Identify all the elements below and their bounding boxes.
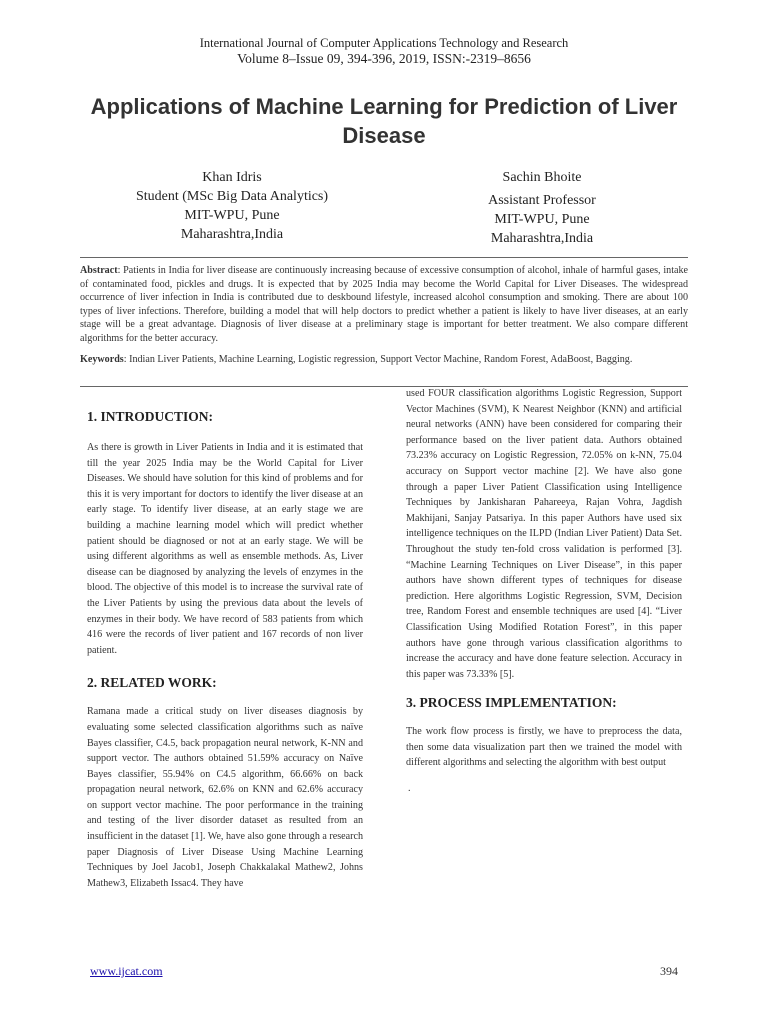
abstract-box xyxy=(80,257,688,387)
journal-volume: Volume 8–Issue 09, 394-396, 2019, ISSN:-2319–8656 xyxy=(237,51,531,66)
author-name: Sachin Bhoite xyxy=(502,170,582,185)
author-affiliation: Student (MSc Big Data Analytics) xyxy=(135,189,329,204)
author-affiliation: Maharashtra,India xyxy=(490,231,594,246)
journal-website-link[interactable]: www.ijcat.com xyxy=(90,964,163,978)
author-name: Khan Idris xyxy=(202,170,262,185)
trailing-dot: . xyxy=(408,783,411,795)
author-block-2 xyxy=(452,168,632,248)
paper-title: Applications of Machine Learning for Prediction of Liver Disease xyxy=(90,94,678,148)
introduction-body: As there is growth in Liver Patients in India and it is estimated that till the year 2025 India may be the World Capital for Liver Diseases. We should have solution for this kind of problems and for this it is very important for doctors to identify the liver disease at an early stage. To identify liver disease, at an early stage we are building a machine learning model which will predict whether patient should be diagnosed or not at an early stage. We will be using different algorithms as well as ensemble methods. As, Liver disease can be diagnosed by analyzing the levels of enzymes in the blood. The objective of this model is to increase the survival rate of the Liver Patients by using the previous data about the levels of enzymes in their body. We have record of 583 patients from which 416 were the records of liver patient and 167 records of non liver patient. xyxy=(87,442,363,656)
process-body: The work flow process is firstly, we have to preprocess the data, then some data visualization part then we trained the model with different algorithms and selecting the algorithm with best output xyxy=(406,726,682,769)
author-block-1 xyxy=(112,168,352,244)
abstract-label: Abstract xyxy=(80,265,118,276)
journal-header xyxy=(0,36,768,66)
author-affiliation: MIT-WPU, Pune xyxy=(494,212,590,227)
related-work-body-continued: used FOUR classification algorithms Logistic Regression, Support Vector Machines (SVM), K Nearest Neighbor (KNN) and artificial neural networks (ANN) have been considered for comparing their performance based on the liver patient data. Authors obtained 73.23% accuracy on Logistic Regression, 72.05% on k-NN, 75.04 accuracy on Support vector machine [2]. We have also gone through a paper Liver Patient Classification using Intelligence Techniques by Jankisharan Pahareeya, Rajan Vohra, Jagdish Makhijani, Sanjay Patsariya. In this paper Authors have used six intelligence techniques on the ILPD (Indian Liver Patient) Data Set. Throughout the study ten-fold cross validation is performed [3]. “Machine Learning Techniques on Liver Disease”, in this paper authors have shown different types of techniques for disease prediction. Here algorithms Logistic Regression, SVM, Decision tree, Random Forest and ensemble techniques are used [4]. “Liver Classification Using Modified Rotation Forest”, in this paper authors have gone through various classification algorithms to increase the accuracy and have done feature selection. Accuracy in this paper was 73.33% [5]. xyxy=(406,388,682,680)
author-affiliation: Assistant Professor xyxy=(488,193,596,208)
section-heading-process-implementation: 3. PROCESS IMPLEMENTATION: xyxy=(406,695,617,711)
abstract-text: : Patients in India for liver disease are continuously increasing because of excessive consumption of alcohol, inhale of harmful gases, intake of contaminated food, pickles and drugs. It is expected that by 2025 India may become the World Capital for Liver Diseases. The widespread occurrence of liver infection in India is contributed due to deskbound lifestyle, increased alcohol consumption and smoking. There are about 100 types of liver infections. Therefore, building a model that will help doctors to predict whether a patient is likely to have liver diseases, at an early stage will be a great advantage. Diagnosis of liver disease at a preliminary stage is important for better treatment. We also compare different algorithms for the better accuracy. xyxy=(80,265,688,344)
author-affiliation: MIT-WPU, Pune xyxy=(184,208,280,223)
page-number: 394 xyxy=(660,964,678,978)
keywords-label: Keywords xyxy=(80,353,124,365)
left-column xyxy=(87,408,363,891)
section-heading-related-work: 2. RELATED WORK: xyxy=(87,675,217,691)
related-work-body: Ramana made a critical study on liver diseases diagnosis by evaluating some selected classification algorithms such as naïve Bayes classifier, C4.5, back propagation neural network, K-NN and support vector. The authors obtained 51.59% accuracy on Naïve Bayes classifier, 55.94% on C4.5 algorithm, 66.66% on back propagation neural network, 62.6% on KNN and 62.6% accuracy on support vector machine. The poor performance in the training and testing of the liver disorder dataset as resulted from an insufficient in the dataset [1]. We, have also gone through a research paper Diagnosis of Liver Disease Using Machine Learning Techniques by Joel Jacob1, Joseph Chakkalakal Mathew2, Johns Mathew3, Elizabeth Issac4. They have xyxy=(87,706,364,889)
abstract xyxy=(80,264,688,346)
right-column xyxy=(406,386,682,797)
author-affiliation: Maharashtra,India xyxy=(180,227,284,242)
keywords-text: : Indian Liver Patients, Machine Learning, Logistic regression, Support Vector Machine, Random Forest, AdaBoost, Bagging. xyxy=(123,353,633,365)
section-heading-introduction: 1. INTRODUCTION: xyxy=(87,409,214,424)
journal-name: International Journal of Computer Applications Technology and Research xyxy=(199,36,569,50)
keywords xyxy=(80,353,688,367)
